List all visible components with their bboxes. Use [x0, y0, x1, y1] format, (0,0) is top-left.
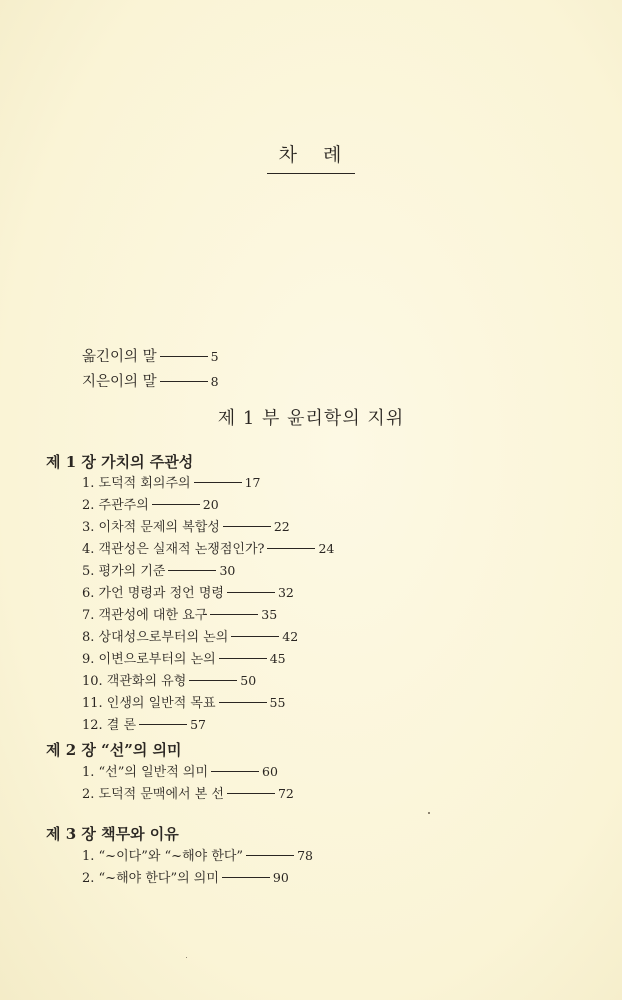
leader-line: [222, 877, 270, 878]
entry-page: 55: [269, 695, 286, 710]
entry-label: 6. 가언 명령과 정언 명령: [82, 586, 224, 601]
entry-label: 1. “~이다”와 “~해야 한다”: [82, 849, 244, 864]
chapter-heading: 제 2 장 “선”의 의미: [46, 741, 182, 759]
entry-page: 20: [202, 497, 219, 512]
entry-page: 72: [277, 786, 294, 801]
front-matter-entry: [82, 345, 219, 366]
print-speck: [428, 812, 430, 814]
part-heading: 제 1 부 윤리학의 지위: [217, 408, 405, 429]
leader-line: [227, 793, 275, 794]
leader-line: [211, 771, 259, 772]
entry-label: 지은이의 말: [82, 374, 157, 390]
leader-line: [194, 482, 242, 483]
toc-entry: [82, 714, 206, 733]
toc-entry: [82, 494, 219, 513]
toc-entry: [82, 692, 285, 711]
entry-page: 42: [282, 629, 299, 644]
entry-label: 10. 객관화의 유형: [82, 674, 187, 689]
entry-page: 78: [297, 848, 313, 863]
entry-label: 12. 결 론: [82, 718, 137, 733]
leader-line: [231, 636, 279, 637]
leader-line: [152, 504, 200, 505]
toc-entry: [82, 783, 294, 802]
toc-entry: [82, 626, 298, 645]
entry-page: 24: [318, 541, 335, 556]
entry-label: 옮긴이의 말: [82, 349, 157, 365]
entry-page: 57: [190, 717, 206, 732]
toc-title: [0, 140, 622, 174]
leader-line: [267, 548, 315, 549]
toc-entry: [82, 516, 290, 535]
entry-label: 2. “~해야 한다”의 의미: [82, 871, 219, 886]
entry-label: 4. 객관성은 실재적 논쟁점인가?: [82, 542, 265, 557]
toc-entry: [82, 560, 235, 579]
toc-entry: [82, 867, 289, 886]
toc-entry: [82, 648, 286, 667]
entry-label: 2. 도덕적 문맥에서 본 선: [82, 787, 224, 802]
print-speck: [186, 957, 187, 958]
entry-label: 5. 평가의 기준: [82, 564, 166, 579]
leader-line: [160, 356, 208, 357]
entry-page: 32: [277, 585, 294, 600]
entry-page: 5: [210, 349, 219, 364]
leader-line: [210, 614, 258, 615]
entry-page: 17: [244, 475, 261, 490]
entry-label: 11. 인생의 일반적 목표: [82, 696, 216, 711]
entry-page: 90: [272, 870, 289, 885]
entry-label: 1. 도덕적 회의주의: [82, 476, 191, 491]
leader-line: [246, 855, 294, 856]
leader-line: [227, 592, 275, 593]
entry-label: 2. 주관주의: [82, 498, 149, 513]
entry-label: 9. 이변으로부터의 논의: [82, 652, 216, 667]
leader-line: [219, 702, 267, 703]
entry-label: 7. 객관성에 대한 요구: [82, 608, 208, 623]
entry-page: 30: [219, 563, 236, 578]
leader-line: [160, 381, 208, 382]
toc-entry: [82, 761, 278, 780]
leader-line: [223, 526, 271, 527]
toc-entry: [82, 845, 313, 864]
entry-page: 35: [261, 607, 278, 622]
entry-page: 50: [240, 673, 257, 688]
leader-line: [189, 680, 237, 681]
toc-entry: [82, 670, 256, 689]
front-matter-entry: [82, 370, 219, 391]
entry-page: 22: [273, 519, 290, 534]
toc-entry: [82, 582, 294, 601]
entry-label: 1. “선”의 일반적 의미: [82, 765, 208, 780]
leader-line: [219, 658, 267, 659]
toc-entry: [82, 472, 260, 491]
leader-line: [139, 724, 187, 725]
entry-page: 45: [269, 651, 286, 666]
chapter-heading: 제 1 장 가치의 주관성: [46, 453, 194, 471]
toc-title-text: 차 례: [267, 140, 356, 174]
entry-label: 8. 상대성으로부터의 논의: [82, 630, 229, 645]
entry-page: 60: [262, 764, 278, 779]
chapter-heading: 제 3 장 책무와 이유: [46, 825, 179, 843]
toc-entry: [82, 604, 277, 623]
entry-page: 8: [210, 374, 219, 389]
entry-label: 3. 이차적 문제의 복합성: [82, 520, 220, 535]
toc-entry: [82, 538, 334, 557]
leader-line: [168, 570, 216, 571]
